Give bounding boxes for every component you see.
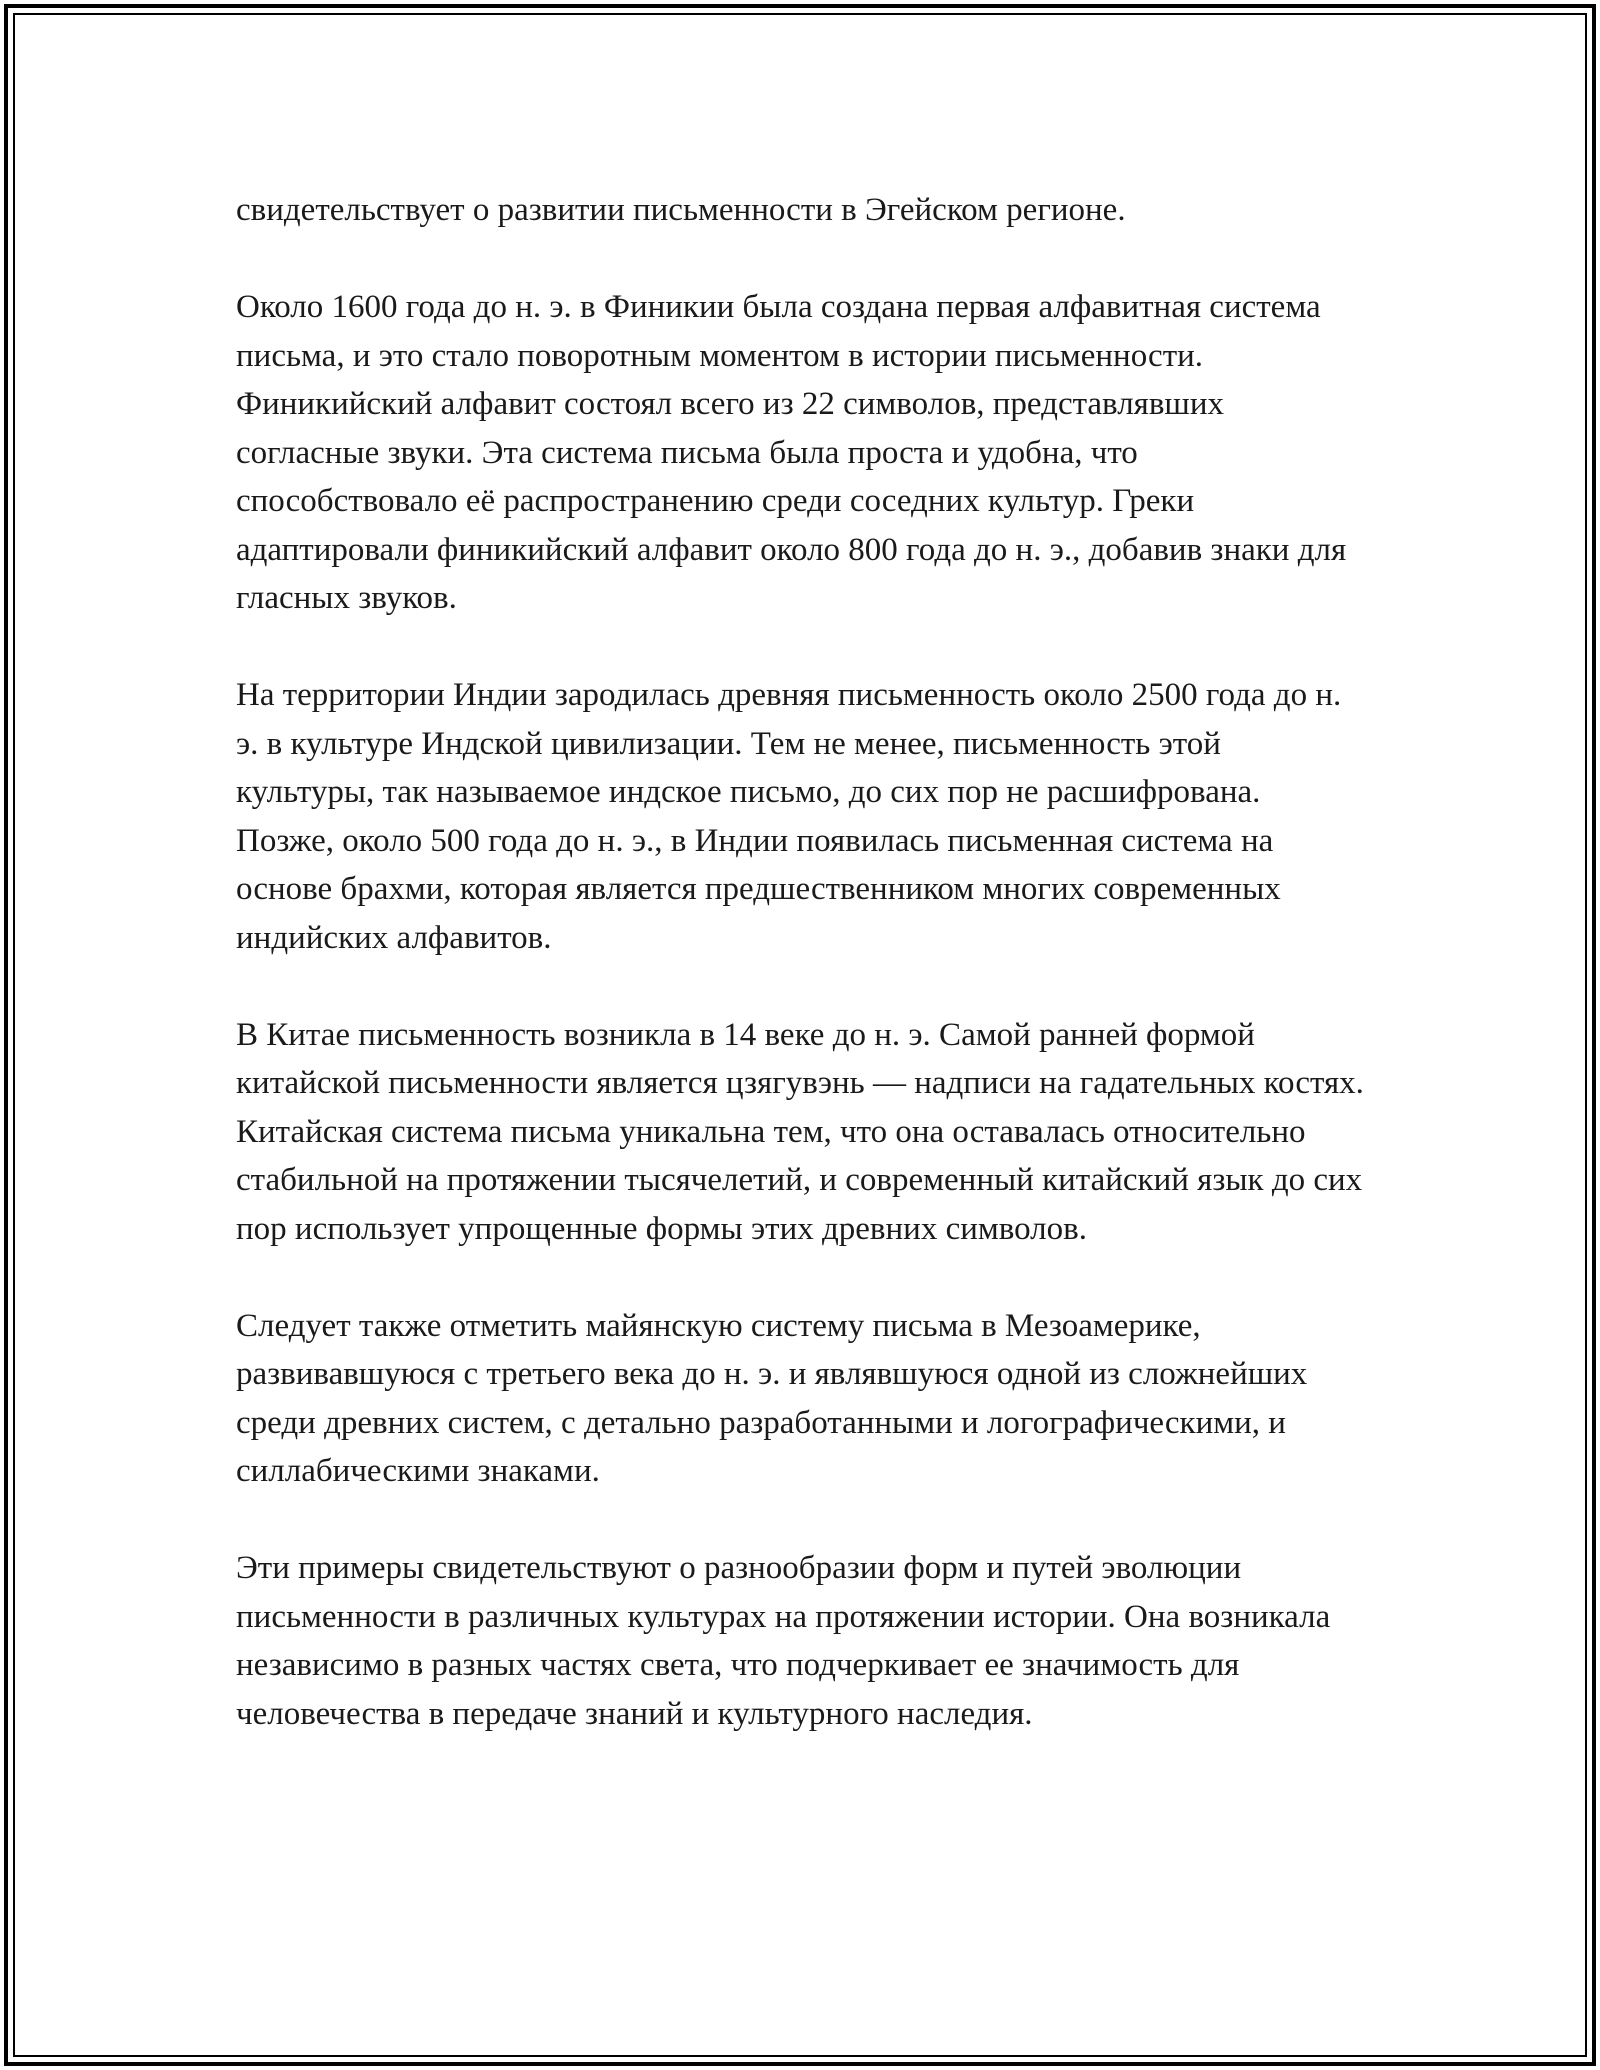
paragraph-6: Эти примеры свидетельствуют о разнообразии форм и путей эволюции письменности в различных культурах на протяжении истории. Она возникала независимо в разных частях света, что подчеркивает ее значимость для человечества в передаче знаний и культурного наследия. bbox=[236, 1550, 1331, 1732]
paragraph-5: Следует также отметить майянскую систему письма в Мезоамерике, развивавшуюся с третьего века до н. э. и являвшуюся одной из сложнейших среди древних систем, с детально разработанными и логографическими, и силлабическими знаками. bbox=[236, 1307, 1308, 1489]
paragraph-1: свидетельствует о развитии письменности в Эгейском регионе. bbox=[236, 192, 1126, 228]
paragraph-2: Около 1600 года до н. э. в Финикии была создана первая алфавитная система письма, и это стало поворотным моментом в истории письменности. Финикийский алфавит состоял всего из 22 символов, представлявших согласные звуки. Эта система письма была проста и удобна, что способствовало её распространению среди соседних культур. Греки адаптировали финикийский алфавит около 800 года до н. э., добавив знаки для гласных звуков. bbox=[236, 289, 1347, 616]
document-body bbox=[236, 186, 1366, 1738]
paragraph-3: На территории Индии зародилась древняя письменность около 2500 года до н. э. в культуре Индской цивилизации. Тем не менее, письменность этой культуры, так называемое индское письмо, до сих пор не расшифрована. Позже, около 500 года до н. э., в Индии появилась письменная система на основе брахми, которая является предшественником многих современных индийских алфавитов. bbox=[236, 677, 1342, 956]
paragraph-4: В Китае письменность возникла в 14 веке до н. э. Самой ранней формой китайской письменности является цзягувэнь — надписи на гадательных костях. Китайская система письма уникальна тем, что она оставалась относительно стабильной на протяжении тысячелетий, и современный китайский язык до сих пор использует упрощенные формы этих древних символов. bbox=[236, 1016, 1364, 1247]
